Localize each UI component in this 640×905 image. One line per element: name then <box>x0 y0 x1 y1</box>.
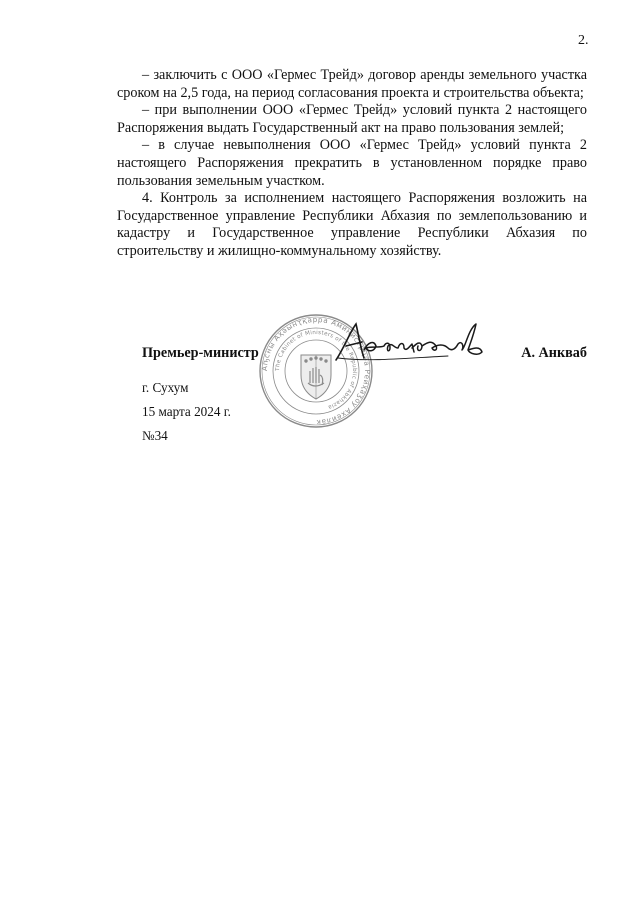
document-number: №34 <box>142 428 168 443</box>
paragraph-lease: – заключить с ООО «Гермес Трейд» договор аренды земельного участка сроком на 2,5 года, на период согласования проекта и строительства объекта; <box>117 67 587 101</box>
signature-block <box>142 345 587 365</box>
place-date-block <box>142 376 231 448</box>
page-number: 2. <box>578 33 589 48</box>
document-body <box>117 67 587 261</box>
signer-title: Премьер-министр <box>142 345 259 361</box>
paragraph-control: 4. Контроль за исполнением настоящего Распоряжения возложить на Государственное управление Республики Абхазия по землепользованию и кадастру и Государственное управление Республики Абхазия по строительству и жилищно-коммунальному хозяйству. <box>117 190 587 259</box>
paragraph-termination: – в случае невыполнения ООО «Гермес Трейд» условий пункта 2 настоящего Распоряжения прекратить в установленном порядке право пользования земельным участком. <box>117 137 587 189</box>
paragraph-state-act: – при выполнении ООО «Гермес Трейд» условий пункта 2 настоящего Распоряжения выдать Государственный акт на право пользования землей; <box>117 102 587 136</box>
document-date: 15 марта 2024 г. <box>142 404 231 419</box>
signer-name: А. Анкваб <box>521 345 587 361</box>
document-place: г. Сухум <box>142 380 189 395</box>
seal-inner-text: The Cabinet of Ministers of the Republic of Abkhazia <box>274 329 358 410</box>
seal-outer-text: Аҧсны Аҳәынҭқарра Аминистрцәа Реиҳаӡоу Ахеилак <box>259 314 373 428</box>
